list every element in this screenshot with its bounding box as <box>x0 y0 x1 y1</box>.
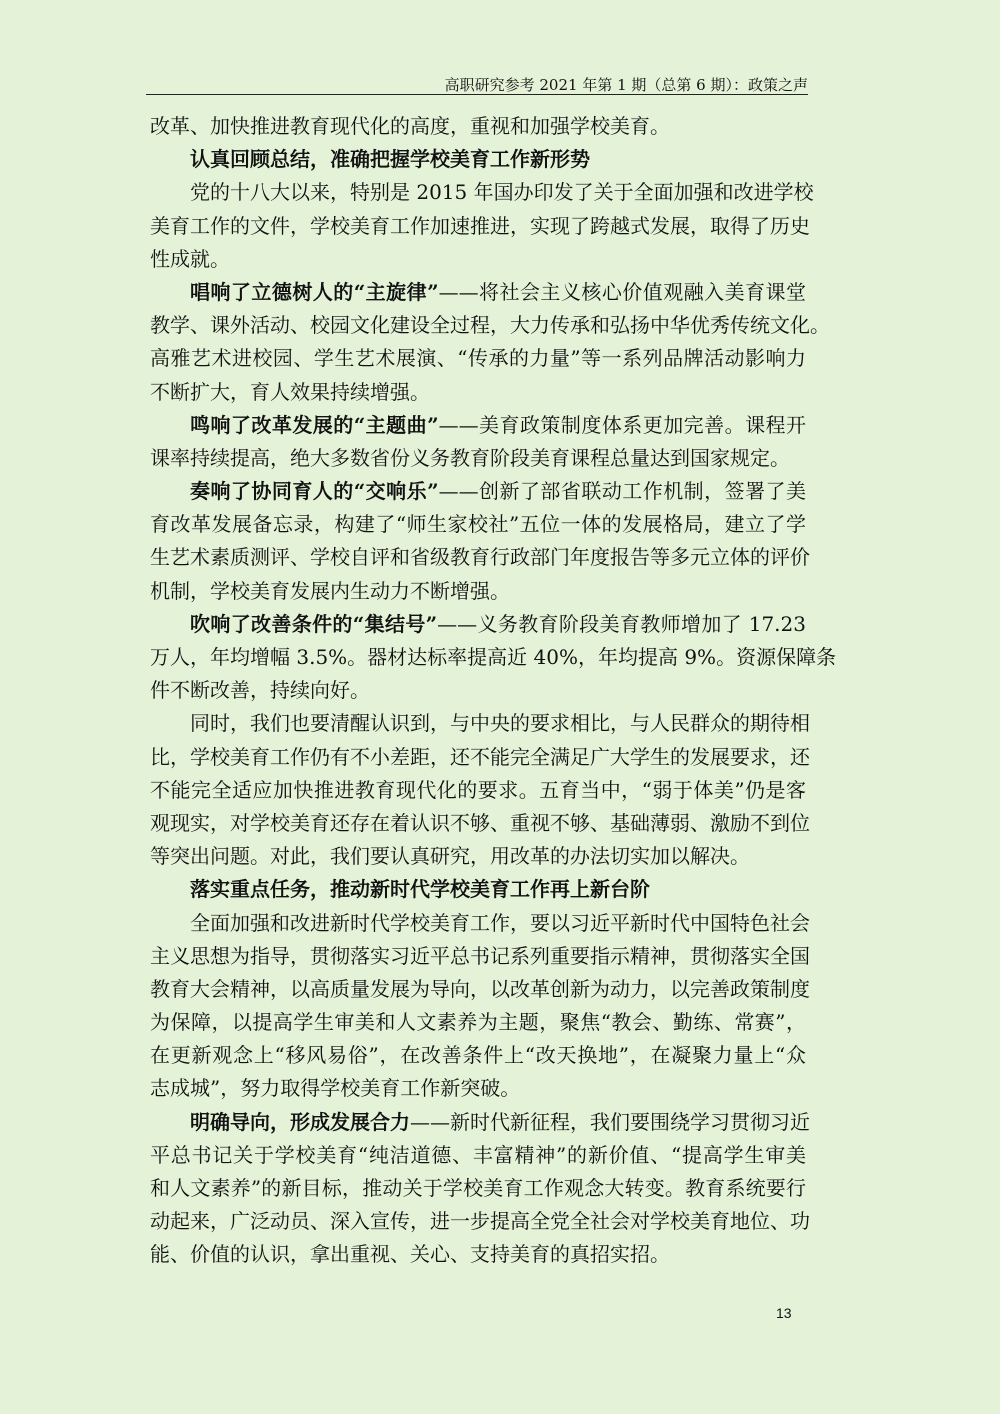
paragraph-line: 课率持续提高，绝大多数省份义务教育阶段美育课程总量达到国家规定。 <box>150 445 790 470</box>
paragraph-line: 平总书记关于学校美育“纯洁道德、丰富精神”的新价值、“提高学生审美 <box>150 1142 806 1167</box>
paragraph-line: 观现实，对学校美育还存在着认识不够、重视不够、基础薄弱、激励不到位 <box>150 810 810 835</box>
paragraph-lead-line <box>150 475 806 508</box>
paragraph-line: 教育大会精神，以高质量发展为导向，以改革创新为动力，以完善政策制度 <box>150 976 810 1001</box>
paragraph-line: 比，学校美育工作仍有不小差距，还不能完全满足广大学生的发展要求，还 <box>150 744 810 769</box>
paragraph-line: 主义思想为指导，贯彻落实习近平总书记系列重要指示精神，贯彻落实全国 <box>150 943 810 968</box>
lead-phrase: 明确导向，形成发展合力 <box>190 1109 410 1134</box>
paragraph-line: 志成城”，努力取得学校美育工作新突破。 <box>150 1076 521 1101</box>
paragraph-line: 生艺术素质测评、学校自评和省级教育行政部门年度报告等多元立体的评价 <box>150 545 810 570</box>
paragraph-line: 党的十八大以来，特别是 2015 年国办印发了关于全面加强和改进学校 <box>190 180 814 205</box>
paragraph-lead-line <box>150 608 806 641</box>
page-body <box>150 110 837 1272</box>
lead-rest: ——将社会主义核心价值观融入美育课堂 <box>438 279 806 304</box>
paragraph-line: 教学、课外活动、校园文化建设全过程，大力传承和弘扬中华优秀传统文化。 <box>150 313 830 338</box>
paragraph-line: 同时，我们也要清醒认识到，与中央的要求相比，与人民群众的期待相 <box>190 711 810 736</box>
section-heading: 认真回顾总结，准确把握学校美育工作新形势 <box>190 147 590 172</box>
lead-phrase: 奏响了协同育人的“交响乐” <box>190 479 439 504</box>
paragraph-line: 美育工作的文件，学校美育工作加速推进，实现了跨越式发展，取得了历史 <box>150 213 810 238</box>
paragraph-line: 高雅艺术进校园、学生艺术展演、“传承的力量”等一系列品牌活动影响力 <box>150 346 806 371</box>
paragraph-line: 能、价值的认识，拿出重视、关心、支持美育的真招实招。 <box>150 1242 670 1267</box>
paragraph-line: 改革、加快推进教育现代化的高度，重视和加强学校美育。 <box>150 114 670 138</box>
paragraph-line: 动起来，广泛动员、深入宣传，进一步提高全党全社会对学校美育地位、功 <box>150 1209 810 1234</box>
paragraph-line: 不断扩大，育人效果持续增强。 <box>150 379 430 404</box>
paragraph-line: 全面加强和改进新时代学校美育工作，要以习近平新时代中国特色社会 <box>190 910 810 935</box>
lead-phrase: 吹响了改善条件的“集结号” <box>190 611 438 636</box>
lead-phrase: 唱响了立德树人的“主旋律” <box>190 279 439 304</box>
lead-rest: ——新时代新征程，我们要围绕学习贯彻习近 <box>410 1109 810 1134</box>
paragraph-line: 万人，年均增幅 3.5%。器材达标率提高近 40%，年均提高 9%。资源保障条 <box>150 645 837 669</box>
section-heading: 落实重点任务，推动新时代学校美育工作再上新台阶 <box>190 877 650 902</box>
paragraph-line: 件不断改善，持续向好。 <box>150 678 370 703</box>
lead-rest: ——创新了部省联动工作机制，签署了美 <box>438 479 806 504</box>
paragraph-line: 性成就。 <box>150 246 230 271</box>
paragraph-line: 和人文素养”的新目标，推动关于学校美育工作观念大转变。教育系统要行 <box>150 1176 806 1200</box>
paragraph-line: 育改革发展备忘录，构建了“师生家校社”五位一体的发展格局，建立了学 <box>150 512 806 537</box>
paragraph-lead-line <box>150 1106 810 1139</box>
paragraph-lead-line <box>150 409 806 442</box>
lead-rest: ——美育政策制度体系更加完善。课程开 <box>438 412 806 437</box>
paragraph-line: 机制，学校美育发展内生动力不断增强。 <box>150 578 510 603</box>
page-number: 13 <box>776 1305 792 1321</box>
running-header: 高职研究参考 2021 年第 1 期（总第 6 期）：政策之声 <box>444 76 808 94</box>
paragraph-lead-line <box>150 276 806 309</box>
paragraph-line: 等突出问题。对此，我们要认真研究，用改革的办法切实加以解决。 <box>150 844 750 869</box>
paragraph-line: 不能完全适应加快推进教育现代化的要求。五育当中，“弱于体美”仍是客 <box>150 777 806 802</box>
lead-phrase: 鸣响了改革发展的“主题曲” <box>190 412 439 437</box>
paragraph-line: 为保障，以提高学生审美和人文素养为主题，聚焦“教会、勤练、常赛”， <box>150 1010 806 1035</box>
header-rule <box>146 94 808 95</box>
lead-rest: ——义务教育阶段美育教师增加了 17.23 <box>437 611 806 636</box>
paragraph-line: 在更新观念上“移风易俗”，在改善条件上“改天换地”，在凝聚力量上“众 <box>150 1043 806 1068</box>
